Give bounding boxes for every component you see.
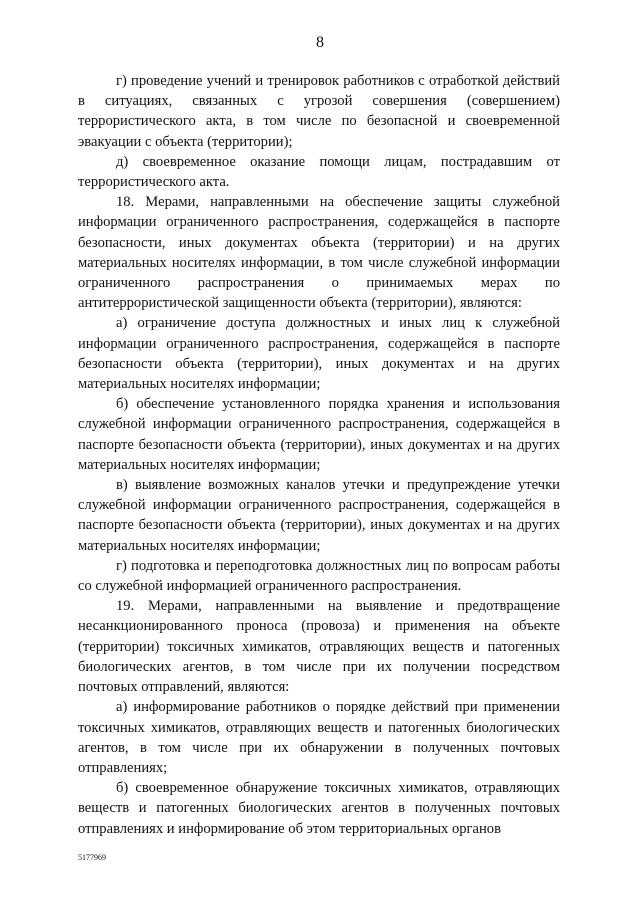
document-body bbox=[78, 71, 560, 839]
page-number: 8 bbox=[316, 34, 324, 51]
paragraph-item-a-informing: а) информирование работников о порядке действий при применении токсичных химикатов, отравляющих веществ и патогенных биологических агентов, в том числе при их обнаружении в полученных почтовых отправлениях; bbox=[78, 699, 560, 776]
paragraph-item-g-training: г) подготовка и переподготовка должностных лиц по вопросам работы со служебной информацией ограниченного распространения. bbox=[78, 557, 560, 595]
paragraph-item-b-storage-order: б) обеспечение установленного порядка хранения и использования служебной информации ограниченного распространения, содержащейся в паспорте безопасности объекта (территории), иных документах и на других материальных носителях информации; bbox=[78, 396, 560, 473]
paragraph-section-18: 18. Мерами, направленными на обеспечение защиты служебной информации ограниченного распространения, содержащейся в паспорте безопасности, иных документах объекта (территории) и на других материальных носителях информации, в том числе служебной информации ограниченного распространения о принимаемых мерах по антитеррористической защищенности объекта (территории), являются: bbox=[78, 194, 560, 312]
document-id: 5177969 bbox=[78, 853, 106, 862]
paragraph-item-g-exercises: г) проведение учений и тренировок работников с отработкой действий в ситуациях, связанных с угрозой совершения (совершением) террористического акта, в том числе по безопасной и своевременной эвакуации с объекта (территории); bbox=[78, 73, 560, 150]
paragraph-item-a-access-restriction: а) ограничение доступа должностных и иных лиц к служебной информации ограниченного распространения, содержащейся в паспорте безопасности объекта (территории), иных документах и на других материальных носителях информации; bbox=[78, 315, 560, 393]
paragraph-section-19: 19. Мерами, направленными на выявление и предотвращение несанкционированного проноса (провоза) и применения на объекте (территории) токсичных химикатов, отравляющих веществ и патогенных биологических агентов, в том числе при их получении посредством почтовых отправлений, являются: bbox=[78, 598, 560, 696]
paragraph-item-b-detection: б) своевременное обнаружение токсичных химикатов, отравляющих веществ и патогенных биологических агентов в полученных почтовых отправлениях и информирование об этом территориальных органов bbox=[78, 780, 560, 837]
paragraph-item-d-assistance: д) своевременное оказание помощи лицам, пострадавшим от террористического акта. bbox=[78, 153, 560, 191]
paragraph-item-v-leak-prevention: в) выявление возможных каналов утечки и предупреждение утечки служебной информации ограниченного распространения, содержащейся в паспорте безопасности объекта (территории), иных документах и на других материальных носителях информации; bbox=[78, 477, 560, 554]
